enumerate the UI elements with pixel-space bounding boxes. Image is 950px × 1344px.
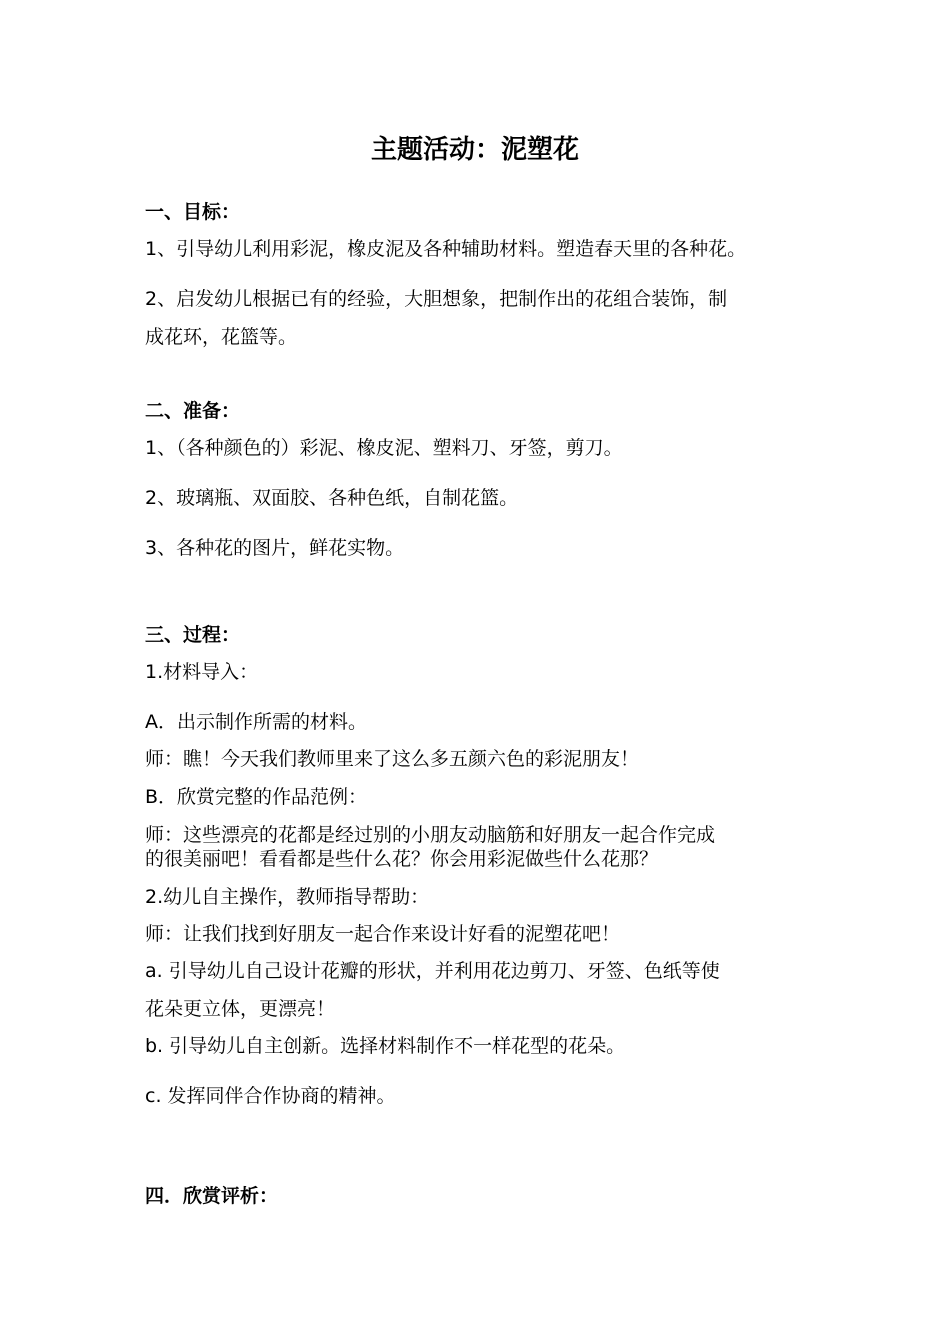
process-sub-a-line-2: 花朵更立体，更漂亮！ bbox=[145, 998, 336, 1020]
process-sub-c: c. 发挥同伴合作协商的精神。 bbox=[145, 1085, 396, 1107]
teacher-line-1: 师：瞧！今天我们教师里来了这么多五颜六色的彩泥朋友！ bbox=[145, 748, 640, 770]
teacher-line-3: 师：让我们找到好朋友一起合作来设计好看的泥塑花吧！ bbox=[145, 923, 621, 945]
process-item-b: B．欣赏完整的作品范例： bbox=[145, 786, 368, 808]
teacher-line-2b: 的很美丽吧！看看都是些什么花？你会用彩泥做些什么花那？ bbox=[145, 848, 659, 870]
process-step-1: 1.材料导入： bbox=[145, 661, 259, 683]
process-sub-b: b. 引导幼儿自主创新。选择材料制作不一样花型的花朵。 bbox=[145, 1035, 626, 1057]
process-sub-a-line-1: a. 引导幼儿自己设计花瓣的形状，并利用花边剪刀、牙签、色纸等使 bbox=[145, 960, 720, 982]
goal-item-2-line-1: 2、启发幼儿根据已有的经验，大胆想象，把制作出的花组合装饰，制 bbox=[145, 288, 728, 310]
section-heading-goals: 一、目标： bbox=[145, 201, 241, 223]
process-step-2: 2.幼儿自主操作，教师指导帮助： bbox=[145, 886, 430, 908]
teacher-line-2a: 师：这些漂亮的花都是经过别的小朋友动脑筋和好朋友一起合作完成 bbox=[145, 824, 716, 846]
goal-item-2-line-2: 成花环，花篮等。 bbox=[145, 326, 298, 348]
prep-item-1: 1、（各种颜色的）彩泥、橡皮泥、塑料刀、牙签，剪刀。 bbox=[145, 437, 623, 459]
prep-item-2: 2、玻璃瓶、双面胶、各种色纸，自制花篮。 bbox=[145, 487, 519, 509]
section-heading-process: 三、过程： bbox=[145, 624, 241, 646]
page-title: 主题活动：泥塑花 bbox=[370, 135, 579, 165]
process-item-a: A．出示制作所需的材料。 bbox=[145, 711, 367, 733]
prep-item-3: 3、各种花的图片，鲜花实物。 bbox=[145, 537, 405, 559]
goal-item-1: 1、引导幼儿利用彩泥，橡皮泥及各种辅助材料。塑造春天里的各种花。 bbox=[145, 238, 747, 260]
section-heading-appreciation: 四．欣赏评析： bbox=[145, 1185, 279, 1207]
section-heading-preparation: 二、准备： bbox=[145, 400, 241, 422]
